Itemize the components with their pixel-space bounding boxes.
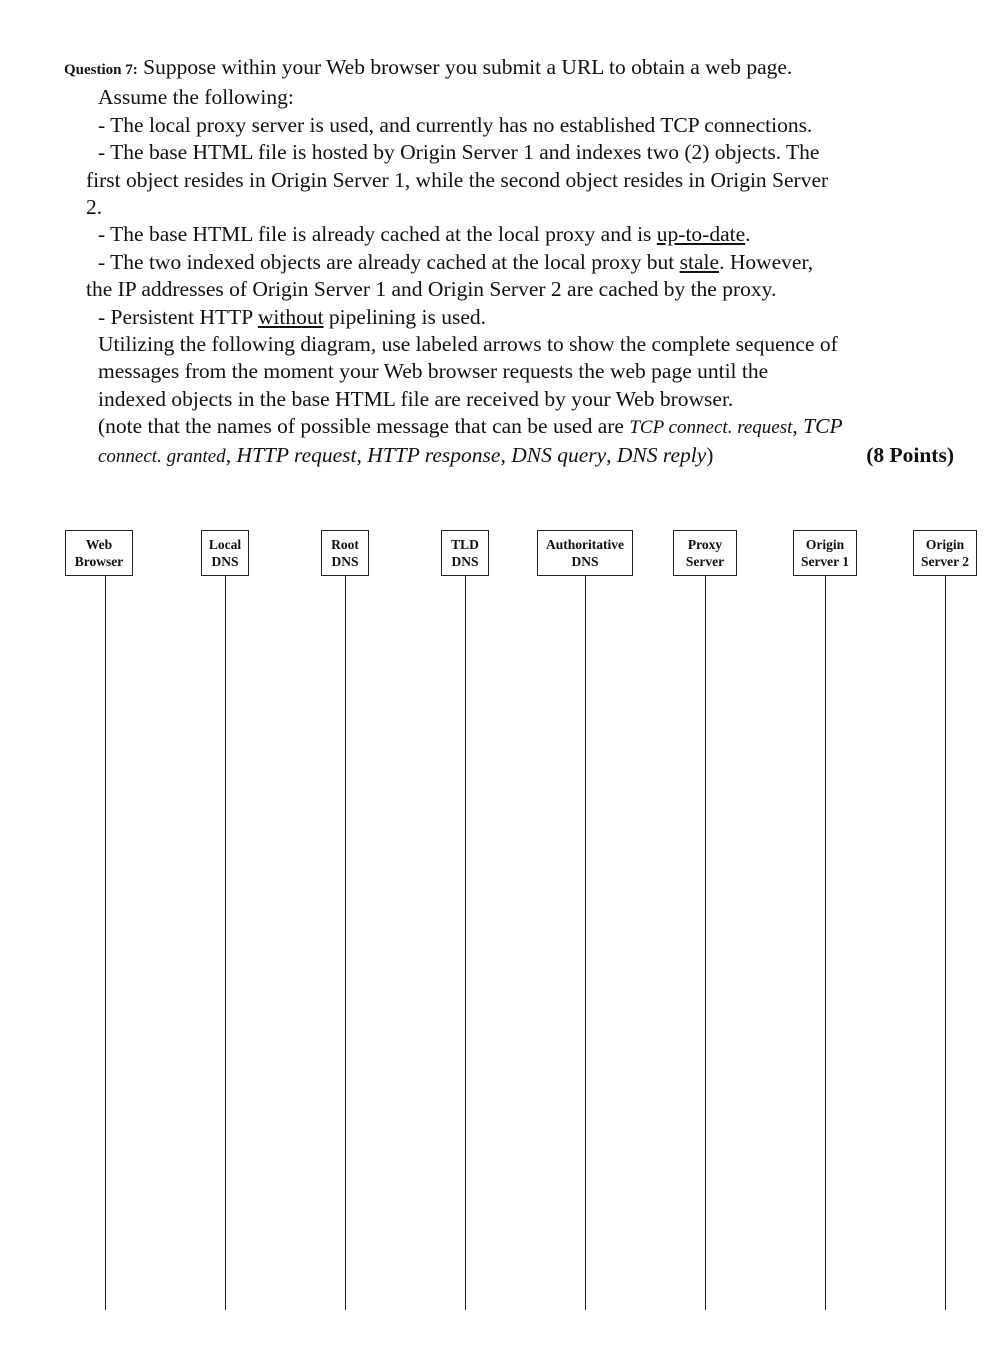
message-name: DNS reply [616,442,707,467]
node-label: Origin [805,537,845,552]
intro-text-2: Assume the following: [98,85,294,110]
bullet-5-end: pipelining is used. [323,304,486,329]
note-line-1 [64,413,954,441]
bullet-5 [64,304,954,331]
intro-text-1: Suppose within your Web browser you submit a URL to obtain a web page. [143,55,793,79]
node-tld-dns [441,530,489,576]
message-name: connect. granted [98,445,226,467]
message-name: TCP connect. request [629,417,793,439]
lifeline-local-dns [225,576,226,1310]
note-separator: , [500,442,512,467]
node-label: TLD [451,537,479,552]
note-separator: , [356,442,368,467]
points-label: (8 Points) [866,442,954,467]
node-label: Server 2 [920,554,970,569]
node-label: Server [685,554,725,569]
bullet-3 [64,221,954,248]
bullet-5-text: - Persistent HTTP [98,304,258,329]
note-separator: , [792,414,804,439]
bullet-4-text: - The two indexed objects are already cached at the local proxy but [98,249,680,274]
bullet-2a: - The base HTML file is hosted by Origin Server 1 and indexes two (2) objects. The [98,140,820,165]
message-name: TCP [803,414,843,439]
bullet-3-underlined: up-to-date [656,222,746,247]
node-label: Origin [925,537,965,552]
node-label: Authoritative [546,537,624,552]
lifeline-proxy-server [705,576,706,1310]
note-separator: , [606,442,617,467]
node-root-dns [321,530,369,576]
instruction-1: Utilizing the following diagram, use labeled arrows to show the complete sequence of [98,332,838,357]
note-text: (note that the names of possible message that can be used are [98,414,630,439]
note-line-2 [64,442,954,470]
question-label: Question 7: [64,62,138,78]
sequence-diagram [0,530,998,1320]
lifeline-tld-dns [465,576,466,1310]
lifeline-origin-server-2 [945,576,946,1310]
node-web-browser [65,530,133,576]
lifeline-root-dns [345,576,346,1310]
node-authoritative-dns [537,530,633,576]
bullet-4-end: . However, [719,249,814,274]
question-intro [64,54,954,84]
question-text [64,54,954,470]
node-label: Proxy [687,537,723,552]
instruction-3: indexed objects in the base HTML file are received by your Web browser. [98,386,734,411]
bullet-2c: 2. [86,195,103,220]
lifeline-authoritative-dns [585,576,586,1310]
bullet-4 [64,249,954,276]
lifeline-web-browser [105,576,106,1310]
node-local-dns [201,530,249,576]
lifeline-origin-server-1 [825,576,826,1310]
message-name: DNS query [511,442,607,467]
bullet-3-end: . [745,222,751,247]
node-label: Web [85,537,113,552]
node-origin-server-1 [793,530,857,576]
node-label: DNS [451,554,479,569]
note-separator: , [225,442,237,467]
node-origin-server-2 [913,530,977,576]
node-label: Root [331,537,359,552]
bullet-4b: the IP addresses of Origin Server 1 and Origin Server 2 are cached by the proxy. [86,277,777,302]
node-proxy-server [673,530,737,576]
bullet-2b: first object resides in Origin Server 1, while the second object resides in Origin Server [86,167,829,192]
message-name: HTTP response [367,442,501,467]
node-label: DNS [571,554,599,569]
node-label: Browser [74,554,124,569]
node-label: DNS [331,554,359,569]
node-label: DNS [211,554,239,569]
node-label: Local [208,537,242,552]
instruction-2: messages from the moment your Web browser requests the web page until the [98,359,769,384]
node-label: Server 1 [800,554,850,569]
bullet-5-underlined: without [257,304,324,329]
bullet-4-underlined: stale [679,249,720,274]
message-name: HTTP request [236,442,357,467]
bullet-3-text: - The base HTML file is already cached at the local proxy and is [98,222,657,247]
bullet-1: - The local proxy server is used, and currently has no established TCP connections. [98,112,813,137]
note-close: ) [706,442,714,467]
